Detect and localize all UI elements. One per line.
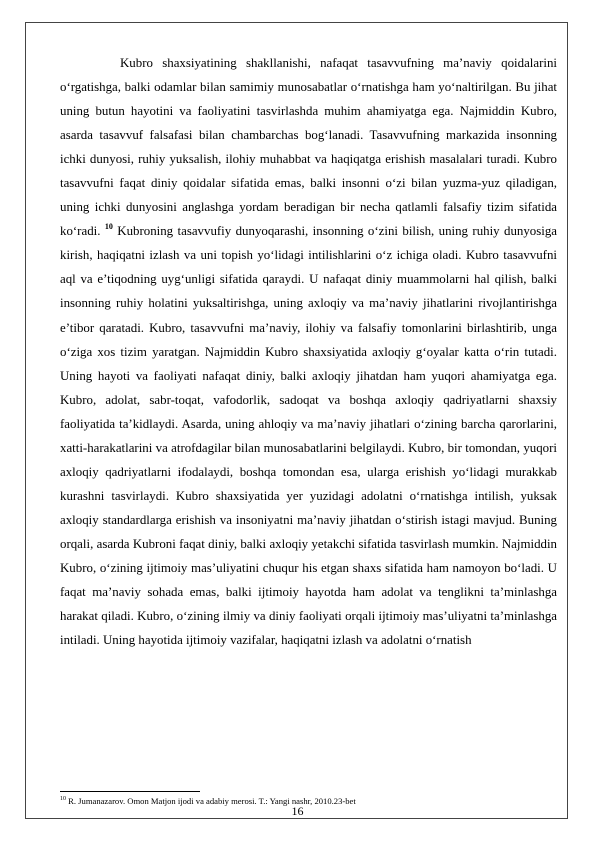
page-number: 16 bbox=[291, 804, 304, 818]
paragraph-part-2: Kubroning tasavvufiy dunyoqarashi, insonning o‘zini bilish, uning ruhiy dunyosiga kirish, haqiqatni izlash va uni topish yo‘lidagi intilishlarini o‘z ichiga oladi. Kubro tasavvufni aql va e’tiqodning uyg‘unligi sifatida qaraydi. U nafaqat diniy muammolarni hal qilish, balki insonning ruhiy holatini yuksaltirishga, uning axloqiy va ma’naviy jihatlarini rivojlantirishga e’tibor qaratadi. Kubro, tasavvufni ma’naviy, ilohiy va falsafiy tomonlarini birlashtirib, unga o‘ziga xos tizim yaratgan. Najmiddin Kubro shaxsiyatida axloqiy g‘oyalar katta o‘rin tutadi. Uning hayoti va faoliyati nafaqat diniy, balki axloqiy jihatdan ham yuqori ahamiyatga ega. Kubro, adolat, sabr-toqat, vafodorlik, sadoqat va boshqa axloqiy qadriyatlarni shaxsiy faoliyatida ta’kidlaydi. Asarda, uning ahloqiy va ma’naviy jihatlari o‘zining barcha qarorlarini, xatti-harakatlarini va atrofdagilar bilan munosabatlarini belgilaydi. Kubro, bir tomondan, yuqori axloqiy qadriyatlarni ifodalaydi, boshqa tomondan esa, ularga erishish yo‘lidagi murakkab kurashni tasvirlaydi. Kubro shaxsiyatida yer yuzidagi adolatni o‘rnatishga intilish, yuksak axloqiy standardlarga erishish va insoniyatni ma’naviy jihatdan o‘stirish istagi mavjud. Buning orqali, asarda Kubroni faqat diniy, balki axloqiy yetakchi sifatida tasvirlash mumkin. Najmiddin Kubro, o‘zining ijtimoiy mas’uliyatini chuqur his etgan shaxs sifatida ham namoyon bo‘ladi. U faqat ma’naviy sohada emas, balki ijtimoiy hayotda ham adolat va tenglikni ta’minlashga harakat qiladi. Kubro, o‘zining ilmiy va diniy faoliyati orqali ijtimoiy mas’uliyatni ta’minlashga intiladi. Uning hayotida ijtimoiy vazifalar, haqiqatni izlash va adolatni o‘rnatish bbox=[60, 224, 557, 648]
paragraph-part-1: Kubro shaxsiyatining shakllanishi, nafaqat tasavvufning ma’naviy qoidalarini o‘rgatishga, balki odamlar bilan samimiy munosabatlar o‘rnatishga ham yo‘naltirilgan. Bu jihat uning butun hayotini va faoliyatini tasvirlashda muhim ahamiyatga ega. Najmiddin Kubro, asarda tasavvuf falsafasi bilan chambarchas bog‘lanadi. Tasavvufning markazida insonning ichki dunyosi, ruhiy yuksalish, ilohiy muhabbat va haqiqatga erishish masalalari turadi. Kubro tasavvufni faqat diniy qoidalar sifatida emas, balki insonni o‘zi bilan yuzma-yuz qiladigan, uning ichki dunyosini anglashga yordam beradigan bir necha qatlamli falsafiy tizim sifatida ko‘radi. bbox=[60, 56, 557, 239]
footnote-separator bbox=[60, 791, 200, 792]
footnote-reference[interactable]: 10 bbox=[104, 222, 113, 232]
footnote-number: 10 bbox=[60, 796, 66, 802]
footnote-text: R. Jumanazarov. Omon Matjon ijodi va adabiy merosi. T.: Yangi nashr, 2010.23-bet bbox=[68, 795, 356, 806]
body-paragraph bbox=[60, 51, 557, 652]
